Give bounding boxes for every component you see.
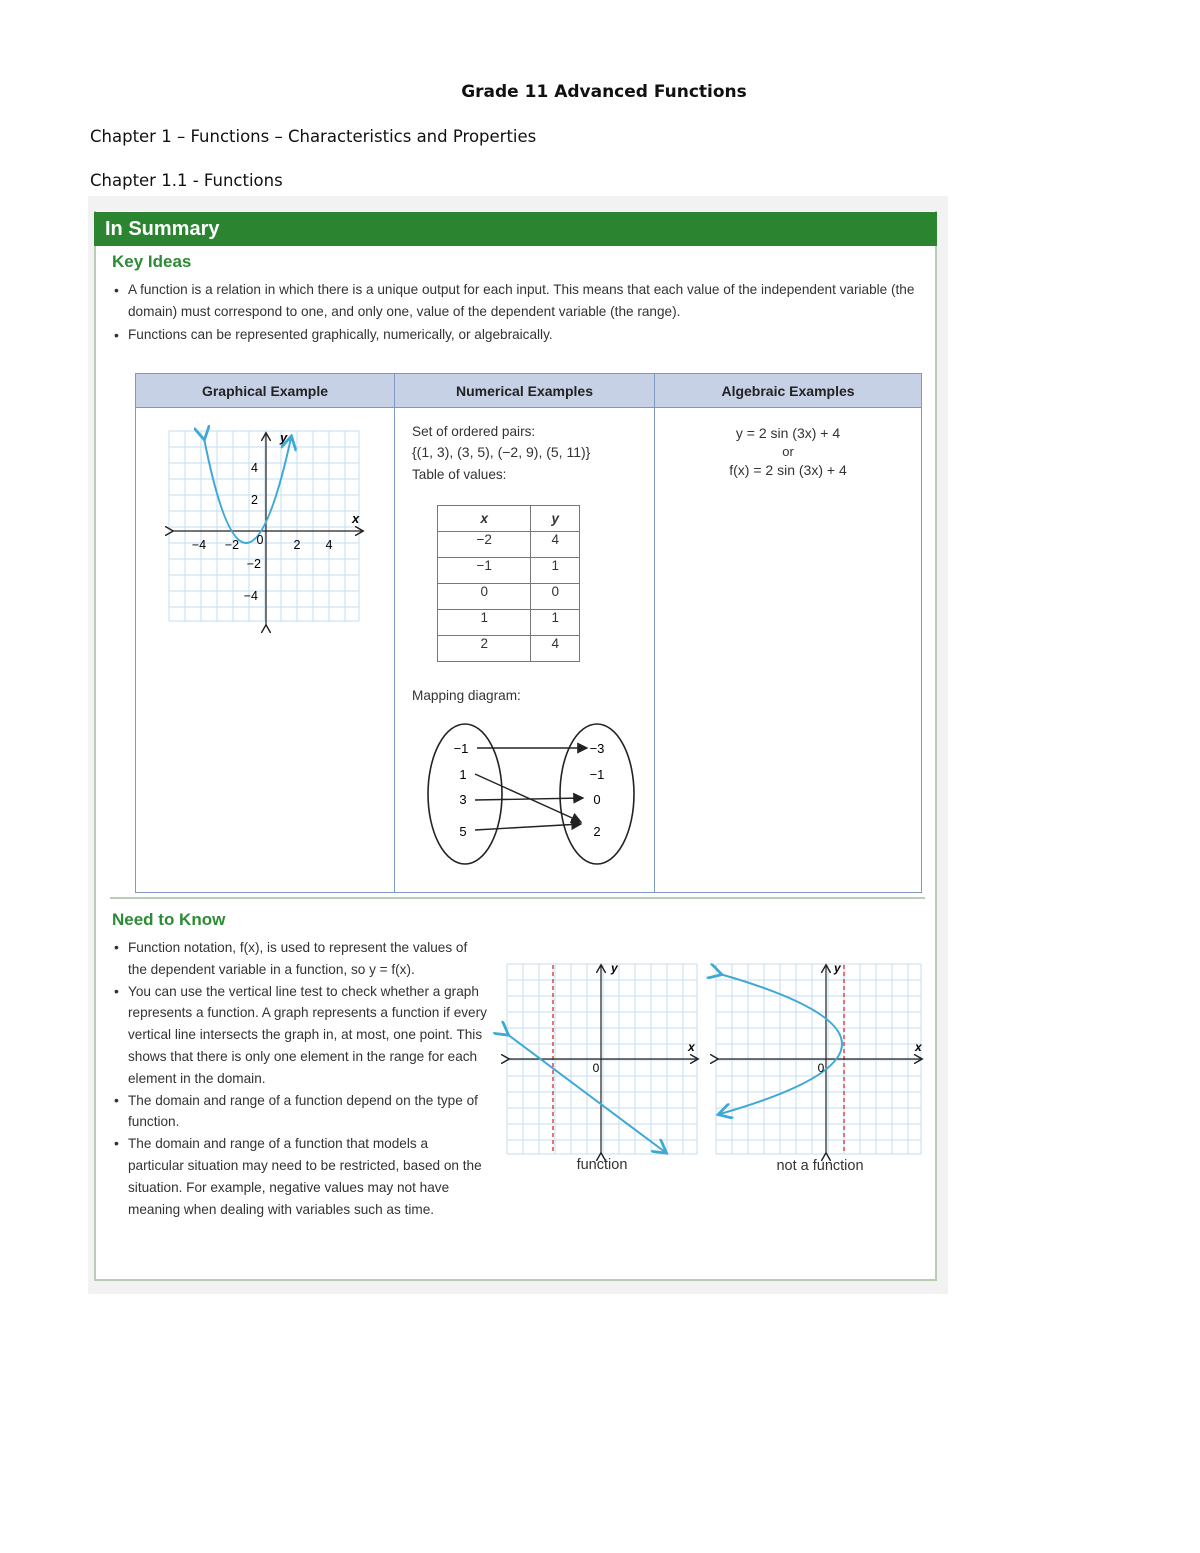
- y-tick-label: 4: [251, 461, 258, 475]
- numerical-examples-cell: [395, 408, 655, 893]
- examples-table: [135, 373, 922, 893]
- need-to-know-item: • The domain and range of a function that models a particular situation may need to be restricted, based on the situation. For example, negative values may not have meaning when dealing with variables such as time.: [112, 1133, 487, 1220]
- table-header-y: y: [531, 506, 580, 532]
- y-tick-label: −4: [243, 589, 258, 603]
- table-row: [438, 532, 580, 558]
- mapping-arrows: [475, 748, 587, 830]
- origin-label: 0: [592, 1061, 600, 1075]
- table-row: [438, 636, 580, 662]
- range-value: −1: [589, 767, 605, 782]
- table-cell: 4: [531, 636, 580, 662]
- not-a-function-caption: not a function: [776, 1158, 864, 1174]
- key-idea-item: • Functions can be represented graphically, numerically, or algebraically.: [112, 324, 927, 346]
- parabola-graph: [164, 426, 364, 626]
- need-to-know-item: • You can use the vertical line test to check whether a graph represents a function. A graph represents a function if every vertical line intersects the graph in, at most, one point. This shows that there is only one element in the range for each element in the domain.: [112, 981, 487, 1090]
- algebraic-examples-cell: [655, 408, 922, 893]
- x-axis-label: x: [352, 511, 360, 526]
- algebraic-equation: y = 2 sin (3x) + 4: [735, 425, 841, 441]
- algebraic-examples-header: Algebraic Examples: [655, 374, 922, 408]
- table-header-x: x: [438, 506, 531, 532]
- numerical-examples-header: Numerical Examples: [395, 374, 655, 408]
- line-curve: [507, 1034, 665, 1152]
- domain-value: 1: [459, 767, 467, 782]
- table-cell: 1: [438, 610, 531, 636]
- mapping-diagram-label: Mapping diagram:: [412, 688, 521, 703]
- algebraic-or: or: [782, 444, 794, 459]
- mapping-diagram: [425, 720, 640, 870]
- range-value: −3: [589, 741, 605, 756]
- y-axis-label: y: [834, 961, 841, 975]
- y-axis-label: y: [280, 430, 288, 445]
- need-to-know-item: • Function notation, f(x), is used to represent the values of the dependent variable in a function, so y = f(x).: [112, 937, 487, 981]
- key-idea-item: • A function is a relation in which there is a unique output for each input. This means that each value of the independent variable (the domain) must correspond to one, and only one, value of the dependent variable (the range).: [112, 279, 927, 323]
- domain-value: 5: [459, 824, 467, 839]
- ordered-pairs-label: Set of ordered pairs:: [412, 424, 536, 439]
- section-heading: Chapter 1.1 - Functions: [90, 171, 283, 190]
- not-a-function-graph: [714, 962, 924, 1157]
- table-cell: 0: [438, 584, 531, 610]
- need-to-know-list: [112, 937, 487, 1220]
- range-value: 0: [593, 792, 601, 807]
- origin-label: 0: [817, 1061, 825, 1075]
- y-tick-label: 2: [251, 493, 258, 507]
- section-divider: [110, 897, 925, 899]
- table-cell: 1: [531, 610, 580, 636]
- chapter-heading: Chapter 1 – Functions – Characteristics and Properties: [90, 127, 537, 146]
- x-tick-label: 2: [293, 538, 301, 552]
- graphical-example-header: Graphical Example: [136, 374, 395, 408]
- algebraic-function-notation: f(x) = 2 sin (3x) + 4: [729, 462, 847, 478]
- range-value: 2: [593, 824, 601, 839]
- x-axis-label: x: [915, 1040, 922, 1054]
- x-tick-label: −2: [224, 538, 240, 552]
- domain-value: −1: [453, 741, 469, 756]
- y-tick-label: −2: [246, 557, 261, 571]
- table-row: [438, 584, 580, 610]
- table-cell: −2: [438, 532, 531, 558]
- table-cell: 4: [531, 532, 580, 558]
- graphical-example-cell: [136, 408, 395, 893]
- domain-value: 3: [459, 792, 467, 807]
- origin-label: 0: [256, 533, 264, 547]
- need-to-know-heading: Need to Know: [112, 910, 226, 929]
- table-row: [438, 558, 580, 584]
- table-of-values-label: Table of values:: [412, 467, 507, 482]
- table-of-values: [437, 505, 580, 662]
- key-ideas-heading: Key Ideas: [112, 252, 192, 271]
- x-tick-label: 4: [325, 538, 333, 552]
- x-axis-label: x: [688, 1040, 695, 1054]
- table-row: [438, 610, 580, 636]
- key-ideas-list: [112, 279, 927, 347]
- table-cell: 2: [438, 636, 531, 662]
- function-graph: [505, 962, 700, 1157]
- x-tick-label: −4: [191, 538, 207, 552]
- y-axis-label: y: [611, 961, 618, 975]
- table-cell: 0: [531, 584, 580, 610]
- table-cell: −1: [438, 558, 531, 584]
- ordered-pairs: {(1, 3), (3, 5), (−2, 9), (5, 11)}: [412, 444, 591, 460]
- need-to-know-item: • The domain and range of a function depend on the type of function.: [112, 1090, 487, 1134]
- table-cell: 1: [531, 558, 580, 584]
- document-title: Grade 11 Advanced Functions: [461, 82, 747, 102]
- function-caption: function: [576, 1157, 628, 1173]
- summary-banner: In Summary: [94, 212, 937, 246]
